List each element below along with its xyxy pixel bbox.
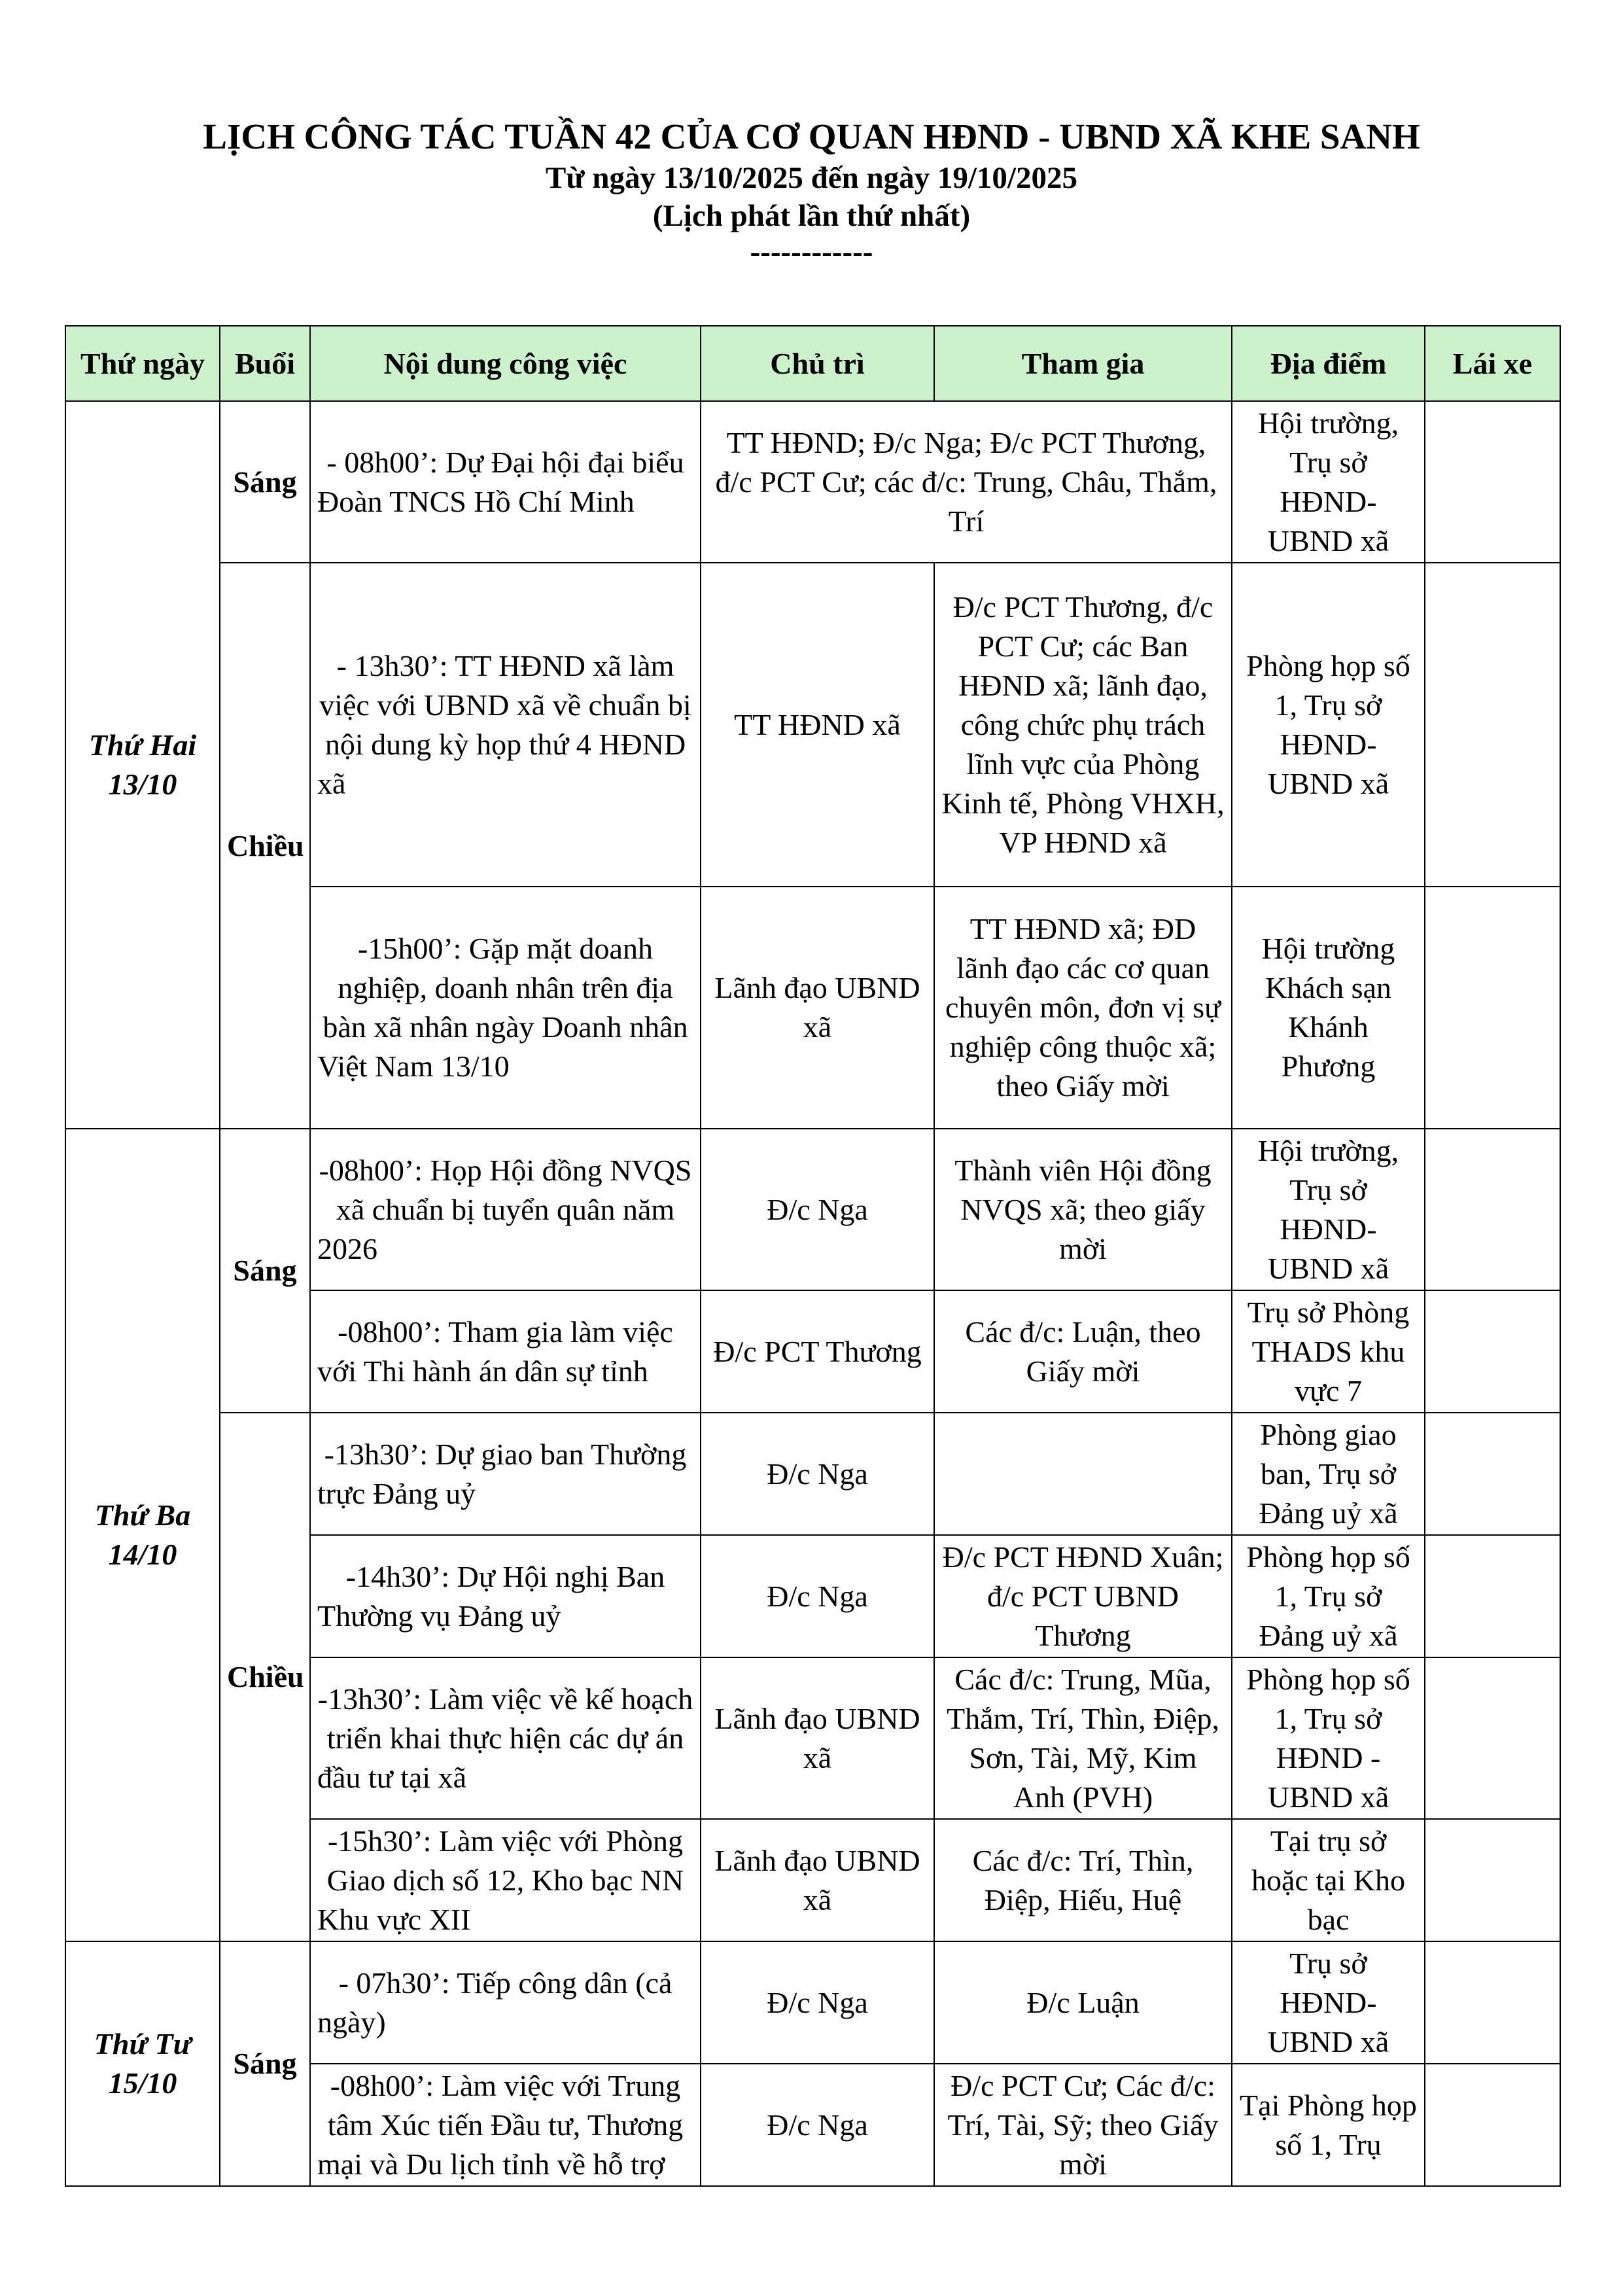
participants-cell: Đ/c Luận bbox=[934, 1941, 1232, 2064]
driver-cell bbox=[1425, 1657, 1560, 1819]
session-cell: Sáng bbox=[220, 1129, 310, 1413]
participants-cell: Các đ/c: Trung, Mũa, Thắm, Trí, Thìn, Điệp, Sơn, Tài, Mỹ, Kim Anh (PVH) bbox=[934, 1657, 1232, 1819]
location-cell: Tại trụ sở hoặc tại Kho bạc bbox=[1232, 1819, 1425, 1941]
driver-cell bbox=[1425, 563, 1560, 887]
table-row bbox=[65, 1941, 1560, 2064]
participants-cell: Các đ/c: Trí, Thìn, Điệp, Hiếu, Huệ bbox=[934, 1819, 1232, 1941]
chair-cell: Đ/c Nga bbox=[701, 1129, 934, 1290]
issue-note: (Lịch phát lần thứ nhất) bbox=[652, 199, 971, 233]
col-header-day: Thứ ngày bbox=[65, 326, 220, 401]
job-cell: -14h30’: Dự Hội nghị Ban Thường vụ Đảng uỷ bbox=[310, 1535, 701, 1657]
chair-cell: Lãnh đạo UBND xã bbox=[701, 1657, 934, 1819]
job-cell: -15h30’: Làm việc với Phòng Giao dịch số 12, Kho bạc NN Khu vực XII bbox=[310, 1819, 701, 1941]
job-cell: -08h00’: Làm việc với Trung tâm Xúc tiến Đầu tư, Thương mại và Du lịch tỉnh về hỗ trợ bbox=[310, 2064, 701, 2186]
date-range: Từ ngày 13/10/2025 đến ngày 19/10/2025 bbox=[546, 161, 1077, 195]
location-cell: Hội trường Khách sạn Khánh Phương bbox=[1232, 887, 1425, 1129]
chair-participants-cell: TT HĐND; Đ/c Nga; Đ/c PCT Thương, đ/c PCT Cư; các đ/c: Trung, Châu, Thắm, Trí bbox=[701, 401, 1232, 563]
job-cell: -15h00’: Gặp mặt doanh nghiệp, doanh nhân trên địa bàn xã nhân ngày Doanh nhân Việt Nam 13/10 bbox=[310, 887, 701, 1129]
participants-cell: TT HĐND xã; ĐD lãnh đạo các cơ quan chuyên môn, đơn vị sự nghiệp công thuộc xã; theo Giấy mời bbox=[934, 887, 1232, 1129]
participants-cell bbox=[934, 1413, 1232, 1535]
schedule-table bbox=[65, 325, 1561, 2187]
location-cell: Hội trường, Trụ sở HĐND-UBND xã bbox=[1232, 1129, 1425, 1290]
job-cell: -08h00’: Họp Hội đồng NVQS xã chuẩn bị tuyển quân năm 2026 bbox=[310, 1129, 701, 1290]
driver-cell bbox=[1425, 1290, 1560, 1413]
col-header-participants: Tham gia bbox=[934, 326, 1232, 401]
day-cell: Thứ Hai 13/10 bbox=[65, 401, 220, 1129]
driver-cell bbox=[1425, 1413, 1560, 1535]
table-row bbox=[65, 1129, 1560, 1290]
chair-cell: Lãnh đạo UBND xã bbox=[701, 1819, 934, 1941]
participants-cell: Đ/c PCT Thương, đ/c PCT Cư; các Ban HĐND xã; lãnh đạo, công chức phụ trách lĩnh vực của Phòng Kinh tế, Phòng VHXH, VP HĐND xã bbox=[934, 563, 1232, 887]
title-separator: ------------ bbox=[750, 235, 873, 269]
chair-cell: Đ/c Nga bbox=[701, 1941, 934, 2064]
participants-cell: Thành viên Hội đồng NVQS xã; theo giấy mời bbox=[934, 1129, 1232, 1290]
driver-cell bbox=[1425, 1535, 1560, 1657]
col-header-session: Buổi bbox=[220, 326, 310, 401]
driver-cell bbox=[1425, 1819, 1560, 1941]
job-cell: -13h30’: Dự giao ban Thường trực Đảng uỷ bbox=[310, 1413, 701, 1535]
col-header-driver: Lái xe bbox=[1425, 326, 1560, 401]
table-row bbox=[65, 401, 1560, 563]
table-row bbox=[65, 1413, 1560, 1535]
location-cell: Phòng họp số 1, Trụ sở Đảng uỷ xã bbox=[1232, 1535, 1425, 1657]
col-header-location: Địa điểm bbox=[1232, 326, 1425, 401]
day-cell: Thứ Tư 15/10 bbox=[65, 1941, 220, 2186]
job-cell: - 07h30’: Tiếp công dân (cả ngày) bbox=[310, 1941, 701, 2064]
col-header-job: Nội dung công việc bbox=[310, 326, 701, 401]
header-row bbox=[65, 326, 1560, 401]
job-cell: -13h30’: Làm việc về kế hoạch triển khai thực hiện các dự án đầu tư tại xã bbox=[310, 1657, 701, 1819]
driver-cell bbox=[1425, 2064, 1560, 2186]
location-cell: Phòng giao ban, Trụ sở Đảng uỷ xã bbox=[1232, 1413, 1425, 1535]
job-cell: - 08h00’: Dự Đại hội đại biểu Đoàn TNCS Hồ Chí Minh bbox=[310, 401, 701, 563]
chair-cell: Đ/c Nga bbox=[701, 1413, 934, 1535]
document-header bbox=[0, 115, 1623, 269]
participants-cell: Các đ/c: Luận, theo Giấy mời bbox=[934, 1290, 1232, 1413]
driver-cell bbox=[1425, 401, 1560, 563]
location-cell: Hội trường, Trụ sở HĐND-UBND xã bbox=[1232, 401, 1425, 563]
participants-cell: Đ/c PCT Cư; Các đ/c: Trí, Tài, Sỹ; theo Giấy mời bbox=[934, 2064, 1232, 2186]
participants-cell: Đ/c PCT HĐND Xuân; đ/c PCT UBND Thương bbox=[934, 1535, 1232, 1657]
table-row bbox=[65, 563, 1560, 887]
location-cell: Trụ sở Phòng THADS khu vực 7 bbox=[1232, 1290, 1425, 1413]
chair-cell: TT HĐND xã bbox=[701, 563, 934, 887]
driver-cell bbox=[1425, 1129, 1560, 1290]
driver-cell bbox=[1425, 1941, 1560, 2064]
chair-cell: Đ/c PCT Thương bbox=[701, 1290, 934, 1413]
document-title: LỊCH CÔNG TÁC TUẦN 42 CỦA CƠ QUAN HĐND - UBND XÃ KHE SANH bbox=[203, 116, 1420, 156]
location-cell: Tại Phòng họp số 1, Trụ bbox=[1232, 2064, 1425, 2186]
chair-cell: Đ/c Nga bbox=[701, 2064, 934, 2186]
session-cell: Sáng bbox=[220, 1941, 310, 2186]
session-cell: Chiều bbox=[220, 1413, 310, 1941]
day-cell: Thứ Ba 14/10 bbox=[65, 1129, 220, 1941]
location-cell: Trụ sở HĐND-UBND xã bbox=[1232, 1941, 1425, 2064]
chair-cell: Lãnh đạo UBND xã bbox=[701, 887, 934, 1129]
location-cell: Phòng họp số 1, Trụ sở HĐND - UBND xã bbox=[1232, 1657, 1425, 1819]
chair-cell: Đ/c Nga bbox=[701, 1535, 934, 1657]
driver-cell bbox=[1425, 887, 1560, 1129]
job-cell: -08h00’: Tham gia làm việc với Thi hành án dân sự tỉnh bbox=[310, 1290, 701, 1413]
col-header-chair: Chủ trì bbox=[701, 326, 934, 401]
session-cell: Sáng bbox=[220, 401, 310, 563]
location-cell: Phòng họp số 1, Trụ sở HĐND-UBND xã bbox=[1232, 563, 1425, 887]
session-cell: Chiều bbox=[220, 563, 310, 1129]
job-cell: - 13h30’: TT HĐND xã làm việc với UBND xã về chuẩn bị nội dung kỳ họp thứ 4 HĐND xã bbox=[310, 563, 701, 887]
